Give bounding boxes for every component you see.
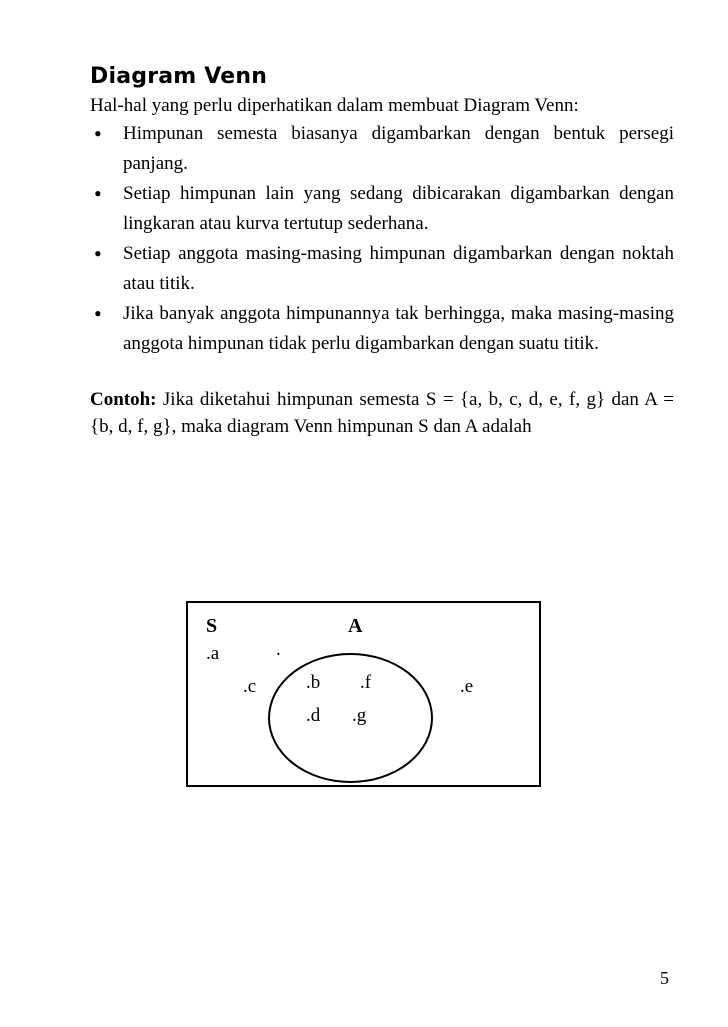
page-content	[90, 62, 674, 440]
element-a: .a	[206, 643, 220, 664]
page-number: 5	[660, 968, 669, 988]
element-d: .d	[306, 705, 321, 726]
list-item: • Setiap anggota masing-masing himpunan digambarkan dengan noktah atau titik.	[90, 239, 674, 299]
universe-label: S	[206, 615, 218, 637]
rules-list	[90, 119, 674, 359]
element-b: .b	[306, 672, 321, 693]
intro-paragraph: Hal-hal yang perlu diperhatikan dalam membuat Diagram Venn:	[90, 95, 579, 116]
list-item: • Setiap himpunan lain yang sedang dibicarakan digambarkan dengan lingkaran atau kurva tertutup sederhana.	[90, 179, 674, 239]
venn-universe-rectangle	[186, 601, 541, 787]
element-g: .g	[352, 705, 367, 726]
stray-dot: .	[276, 639, 281, 660]
set-a-ellipse	[268, 653, 433, 783]
example-paragraph	[90, 386, 674, 440]
element-c: .c	[243, 676, 257, 697]
element-f: .f	[360, 672, 372, 693]
element-e: .e	[460, 676, 474, 697]
example-text: Jika diketahui himpunan semesta S = {a, b, c, d, e, f, g} dan A = {b, d, f, g}, maka diagram Venn himpunan S dan A adalah	[90, 389, 674, 437]
list-item: • Himpunan semesta biasanya digambarkan dengan bentuk persegi panjang.	[90, 119, 674, 179]
list-item: • Jika banyak anggota himpunannya tak berhingga, maka masing-masing anggota himpunan tidak perlu digambarkan dengan suatu titik.	[90, 299, 674, 359]
example-label: Contoh:	[90, 389, 157, 410]
section-title: Diagram Venn	[90, 64, 268, 89]
set-a-label: A	[348, 615, 363, 637]
